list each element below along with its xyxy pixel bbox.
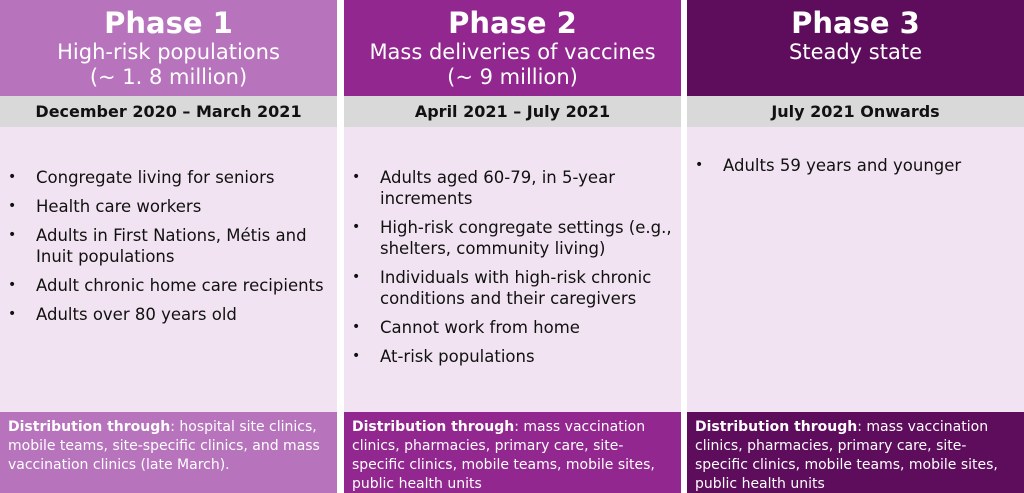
phase-3-list — [695, 155, 1016, 176]
bullet-icon: • — [695, 157, 704, 173]
list-item-text: Individuals with high-risk chronic conditions and their caregivers — [380, 268, 652, 308]
phase-2-title: Phase 2 — [448, 6, 577, 40]
phase-1-subtitle: High-risk populations — [57, 40, 280, 64]
phase-2-distribution — [344, 412, 681, 493]
phase-2-column — [344, 0, 681, 493]
list-item-text: Adults in First Nations, Métis and Inuit populations — [36, 226, 307, 266]
phase-1-body — [0, 127, 337, 412]
phase-3-header — [687, 0, 1024, 96]
list-item — [8, 225, 329, 267]
bullet-icon: • — [8, 198, 17, 214]
bullet-icon: • — [352, 219, 361, 235]
list-item — [352, 217, 673, 259]
bullet-icon: • — [352, 348, 361, 364]
list-item-text: Adults 59 years and younger — [723, 156, 962, 175]
list-item — [352, 167, 673, 209]
phase-3-title: Phase 3 — [791, 6, 920, 40]
list-item-text: Congregate living for seniors — [36, 168, 275, 187]
phase-2-subtitle-count: (~ 9 million) — [447, 65, 578, 89]
bullet-icon: • — [8, 227, 17, 243]
distribution-text: : mass vaccination clinics, pharmacies, primary care, site-specific clinics, mobile teams, mobile sites, public health units — [695, 419, 998, 492]
phase-1-dates: December 2020 – March 2021 — [0, 96, 337, 127]
distribution-text: : hospital site clinics, mobile teams, site-specific clinics, and mass vaccination clinics (late March). — [8, 419, 320, 473]
list-item-text: Adult chronic home care recipients — [36, 276, 324, 295]
phase-1-list — [8, 167, 329, 325]
list-item-text: Cannot work from home — [380, 318, 580, 337]
phase-1-column — [0, 0, 337, 493]
list-item-text: Adults over 80 years old — [36, 305, 237, 324]
phase-3-column — [687, 0, 1024, 493]
phase-2-header — [344, 0, 681, 96]
list-item — [8, 167, 329, 188]
phase-3-distribution — [687, 412, 1024, 493]
list-item-text: Health care workers — [36, 197, 202, 216]
list-item — [352, 317, 673, 338]
distribution-lead: Distribution through — [352, 419, 515, 435]
list-item-text: At-risk populations — [380, 347, 535, 366]
bullet-icon: • — [352, 319, 361, 335]
bullet-icon: • — [352, 269, 361, 285]
list-item — [352, 346, 673, 367]
phase-2-list — [352, 167, 673, 367]
phase-2-body — [344, 127, 681, 412]
list-item — [695, 155, 1016, 176]
list-item — [8, 304, 329, 325]
distribution-lead: Distribution through — [8, 419, 171, 435]
phase-3-body — [687, 127, 1024, 412]
phase-1-title: Phase 1 — [104, 6, 233, 40]
phase-3-subtitle: Steady state — [789, 40, 922, 64]
phase-1-subtitle-count: (~ 1. 8 million) — [89, 65, 248, 89]
phase-3-dates: July 2021 Onwards — [687, 96, 1024, 127]
bullet-icon: • — [352, 169, 361, 185]
list-item-text: High-risk congregate settings (e.g., shelters, community living) — [380, 218, 672, 258]
phase-1-distribution — [0, 412, 337, 493]
bullet-icon: • — [8, 169, 17, 185]
bullet-icon: • — [8, 306, 17, 322]
list-item — [8, 196, 329, 217]
phase-1-header — [0, 0, 337, 96]
phase-2-dates: April 2021 – July 2021 — [344, 96, 681, 127]
distribution-text: : mass vaccination clinics, pharmacies, primary care, site-specific clinics, mobile teams, mobile sites, public health units — [352, 419, 655, 492]
bullet-icon: • — [8, 277, 17, 293]
list-item — [8, 275, 329, 296]
distribution-lead: Distribution through — [695, 419, 858, 435]
list-item — [352, 267, 673, 309]
list-item-text: Adults aged 60-79, in 5-year increments — [380, 168, 615, 208]
phase-2-subtitle: Mass deliveries of vaccines — [369, 40, 656, 64]
